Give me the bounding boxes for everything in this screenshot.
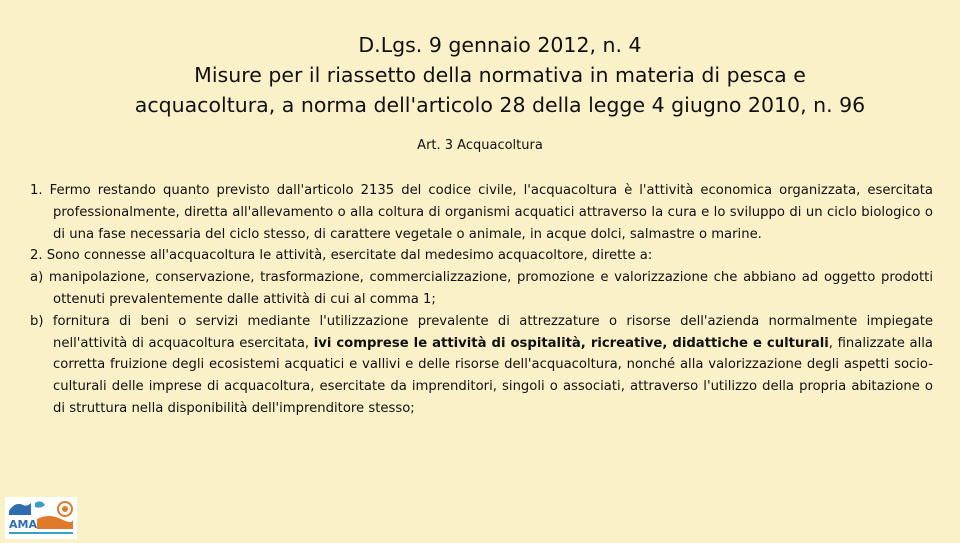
paragraph-b-bold: ivi comprese le attività di ospitalità, ricreative, didattiche e culturali bbox=[313, 335, 829, 351]
article-body bbox=[30, 180, 933, 420]
ama-logo-graphic bbox=[5, 497, 77, 539]
paragraph-2: 2. Sono connesse all'acquacoltura le attività, esercitate dal medesimo acquacoltore, dirette a: bbox=[30, 248, 653, 264]
paragraph-b-end: , finalizzate alla corretta fruizione degli ecosistemi acquatici e vallivi e delle risorse dell'acquacoltura, nonché alla valorizzazione degli aspetti socio-culturali delle imprese di acquacoltura, esercitate da imprenditori, singoli o associati, attraverso l'utilizzo della propria abitazione o di struttura nella disponibilità dell'imprenditore stesso; bbox=[53, 335, 933, 416]
paragraph-b-start: b) fornitura di beni o servizi mediante l'utilizzazione prevalente di attrezzature o risorse dell'azienda normalmente impiegate nell'attività di acquacoltura esercitata, bbox=[30, 313, 933, 351]
paragraph-a: a) manipolazione, conservazione, trasformazione, commercializzazione, promozione e valorizzazione che abbiano ad oggetto prodotti ottenuti prevalentemente dalle attività di cui al comma 1; bbox=[30, 270, 933, 307]
article-title: Art. 3 Acquacoltura bbox=[417, 138, 543, 153]
title-line-2: Misure per il riassetto della normativa in materia di pesca e bbox=[194, 63, 806, 87]
document-title bbox=[60, 30, 940, 120]
logo-text: AMA bbox=[9, 518, 37, 531]
paragraph-b bbox=[30, 311, 933, 420]
title-line-3: acquacoltura, a norma dell'articolo 28 della legge 4 giugno 2010, n. 96 bbox=[134, 93, 866, 117]
paragraph-1: 1. Fermo restando quanto previsto dall'articolo 2135 del codice civile, l'acquacoltura è l'attività economica organizzata, esercitata professionalmente, diretta all'allevamento o alla coltura di organismi acquatici attraverso la cura e lo sviluppo di un ciclo biologico o di una fase necessaria del ciclo stesso, di carattere vegetale o animale, in acque dolci, salmastre o marine. bbox=[30, 183, 933, 242]
title-line-1: D.Lgs. 9 gennaio 2012, n. 4 bbox=[358, 33, 642, 57]
logo-subtitle-line bbox=[9, 532, 73, 534]
ama-logo bbox=[5, 497, 77, 539]
